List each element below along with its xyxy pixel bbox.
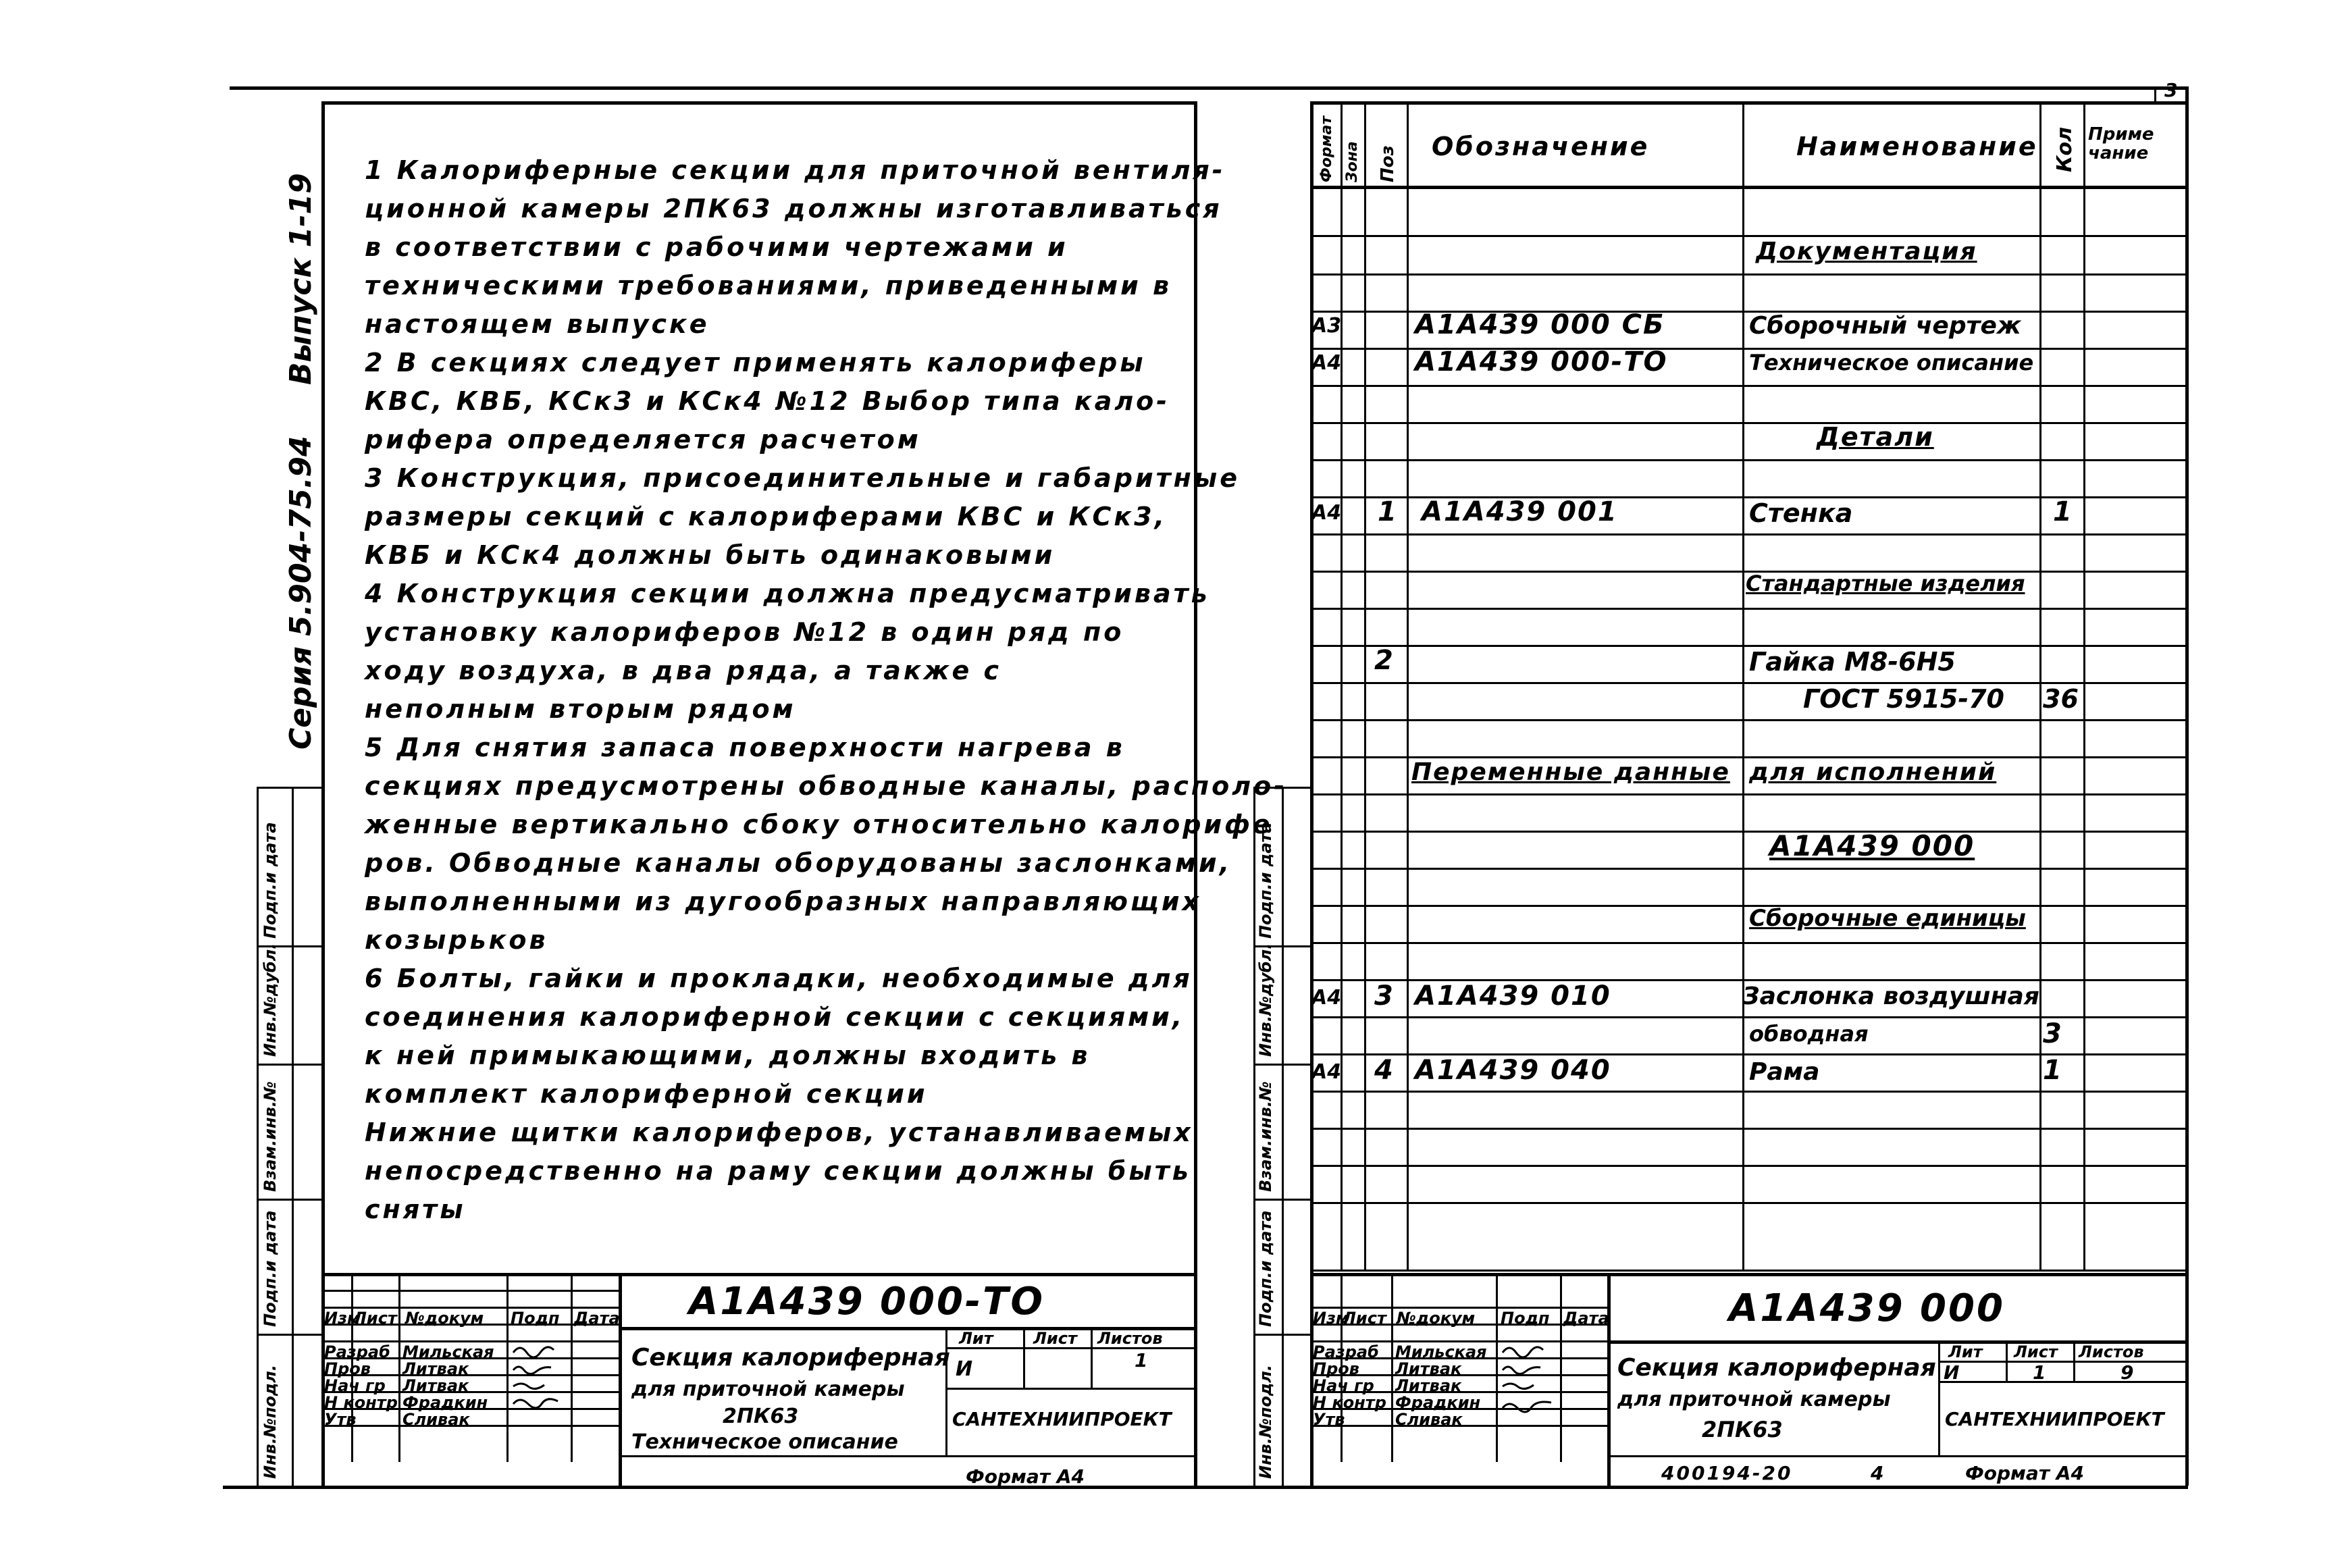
role-prov: Пров — [324, 1359, 371, 1378]
row-name: Сборочный чертеж — [1749, 312, 2021, 340]
name-razrab: Мильская — [402, 1342, 494, 1361]
row-pos: 2 — [1374, 645, 1393, 676]
note-line: 6 Болты, гайки и прокладки, необходимые для — [365, 964, 1193, 993]
signatures — [1499, 1340, 1560, 1425]
right-doc-code: А1А439 000 — [1729, 1286, 2005, 1330]
note-line: ходу воздуха, в два ряда, а также с — [365, 656, 1001, 685]
col-zone: Зона — [1344, 141, 1361, 182]
hdr-date: Дата — [1563, 1309, 1609, 1328]
stamp-replace-inv: Взам.инв.№ — [261, 1081, 280, 1192]
row-name: А1А439 000 — [1769, 829, 1975, 862]
left-title-line: 2ПК63 — [723, 1405, 799, 1428]
note-line: сняты — [365, 1195, 466, 1224]
name-nachgr: Литвак — [1395, 1376, 1462, 1395]
row-format: А4 — [1311, 501, 1342, 525]
right-org: САНТЕХНИИПРОЕКТ — [1945, 1408, 2164, 1430]
right-title-line: Секция калориферная — [1617, 1354, 1936, 1382]
right-format: Формат А4 — [1965, 1462, 2084, 1484]
row-name: Детали — [1817, 422, 1934, 452]
hdr-izm: Изм — [1313, 1309, 1349, 1328]
note-line: непосредственно на раму секции должны быть — [365, 1156, 1191, 1186]
col-format: Формат — [1318, 115, 1335, 182]
name-utv: Сливак — [402, 1410, 470, 1429]
hdr-list: Лист — [1343, 1309, 1386, 1328]
row-qty: 1 — [2053, 496, 2072, 527]
note-line: соединения калориферной секции с секциями, — [365, 1002, 1185, 1032]
row-name: Документация — [1756, 238, 1977, 265]
left-sheets-label: Листов — [1097, 1329, 1163, 1348]
note-line: неполным вторым рядом — [365, 694, 796, 724]
role-nachgr: Нач гр — [324, 1376, 386, 1395]
name-razrab: Мильская — [1395, 1342, 1487, 1361]
stamp-replace-inv: Взам.инв.№ — [1256, 1081, 1275, 1192]
row-format: А4 — [1311, 986, 1342, 1010]
left-doc-code: А1А439 000-ТО — [689, 1280, 1045, 1324]
note-line: 4 Конструкция секции должна предусматривать — [365, 579, 1210, 608]
row-name: обводная — [1749, 1021, 1869, 1047]
col-designation: Обозначение — [1432, 132, 1650, 161]
right-sheets-label: Листов — [2079, 1342, 2144, 1361]
row-qty: 3 — [2043, 1018, 2062, 1049]
hdr-list: Лист — [353, 1309, 397, 1328]
row-name: Сборочные единицы — [1749, 905, 2026, 932]
right-lit-value: И — [1944, 1361, 1960, 1384]
row-format: А3 — [1311, 314, 1342, 338]
row-format: А4 — [1311, 1060, 1342, 1084]
note-line: КВС, КВБ, КСк3 и КСк4 №12 Выбор типа кало- — [365, 386, 1170, 416]
note-line: комплект калориферной секции — [365, 1079, 928, 1109]
col-note: Приме чание — [2088, 124, 2154, 163]
name-utv: Сливак — [1395, 1410, 1463, 1429]
row-pos: 3 — [1374, 981, 1393, 1012]
note-line: 2 В секциях следует применять калориферы — [365, 348, 1146, 377]
left-org: САНТЕХНИИПРОЕКТ — [952, 1408, 1172, 1430]
note-line: Нижние щитки калориферов, устанавливаемых — [365, 1118, 1193, 1147]
note-line: 5 Для снятия запаса поверхности нагрева в — [365, 733, 1125, 762]
row-pos: 4 — [1374, 1055, 1393, 1086]
row-code: А1А439 010 — [1415, 981, 1611, 1012]
signatures — [510, 1340, 571, 1425]
left-lit-value: И — [956, 1357, 973, 1381]
role-prov: Пров — [1313, 1359, 1359, 1378]
row-name: Техническое описание — [1749, 350, 2034, 375]
row-code: А1А439 000-ТО — [1415, 346, 1668, 377]
issue-text: Выпуск 1-19 — [284, 173, 318, 385]
note-line: КВБ и КСк4 должны быть одинаковыми — [365, 540, 1056, 570]
note-line: в соответствии с рабочими чертежами и — [365, 232, 1068, 262]
name-prov: Литвак — [1395, 1359, 1462, 1378]
left-title-line: Секция калориферная — [631, 1344, 950, 1371]
role-razrab: Разраб — [1313, 1342, 1379, 1361]
right-sheet-label: Лист — [2014, 1342, 2058, 1361]
row-qty: 36 — [2043, 684, 2079, 714]
right-sheet-value: 1 — [2033, 1361, 2046, 1384]
row-name: для исполнений — [1749, 758, 1997, 786]
row-format: А4 — [1311, 351, 1342, 375]
col-qty: Кол — [2053, 126, 2077, 172]
role-nkontr: Н контр — [1313, 1393, 1386, 1412]
row-code: А1А439 000 СБ — [1415, 309, 1665, 340]
note-line: 1 Калориферные секции для приточной вентиля- — [365, 155, 1226, 185]
hdr-date: Дата — [574, 1309, 620, 1328]
stamp-inv-dupl: Инв.№дубл. — [261, 943, 280, 1057]
hdr-docnum: №докум — [405, 1309, 484, 1328]
hdr-sign: Подп — [511, 1309, 560, 1328]
note-line: 3 Конструкция, присоединительные и габаритные — [365, 463, 1240, 493]
left-sheet-label: Лист — [1033, 1329, 1077, 1348]
row-name: Заслонка воздушная — [1742, 983, 2039, 1010]
role-utv: Утв — [1313, 1410, 1345, 1429]
col-pos: Поз — [1378, 145, 1398, 182]
stamp-sign-date-1: Подп.и дата — [1256, 822, 1275, 939]
note-line: установку калориферов №12 в один ряд по — [365, 617, 1124, 647]
left-sheets-value: 1 — [1135, 1349, 1148, 1371]
hdr-docnum: №докум — [1397, 1309, 1476, 1328]
note-line: выполненными из дугообразных направляющих — [365, 887, 1202, 916]
hdr-izm: Изм — [324, 1309, 361, 1328]
series-text: Серия 5.904-75.94 — [284, 436, 318, 750]
note-line: секциях предусмотрены обводные каналы, располо- — [365, 771, 1287, 801]
stamp-sign-date-2: Подп.и дата — [261, 1210, 280, 1327]
name-nkontr: Фрадкин — [402, 1393, 488, 1412]
name-nachgr: Литвак — [402, 1376, 469, 1395]
stamp-sign-date-2: Подп.и дата — [1256, 1210, 1275, 1327]
row-code: Переменные данные — [1411, 758, 1730, 786]
left-title-line: Техническое описание — [631, 1430, 898, 1454]
inventory-number: 400194-20 — [1661, 1462, 1793, 1484]
name-prov: Литвак — [402, 1359, 469, 1378]
col-name: Наименование — [1796, 132, 2038, 161]
stamp-inv-orig: Инв.№подл. — [261, 1365, 280, 1479]
right-title-line: 2ПК63 — [1702, 1417, 1783, 1442]
note-line: техническими требованиями, приведенными в — [365, 271, 1172, 300]
row-name: Гайка М8-6Н5 — [1749, 647, 1956, 677]
role-nkontr: Н контр — [324, 1393, 398, 1412]
row-qty: 1 — [2043, 1055, 2062, 1086]
right-title-line: для приточной камеры — [1617, 1388, 1891, 1411]
note-line: рифера определяется расчетом — [365, 425, 921, 454]
note-line: настоящем выпуске — [365, 309, 710, 339]
role-nachgr: Нач гр — [1313, 1376, 1374, 1395]
row-name: Стандартные изделия — [1746, 571, 2025, 596]
note-line: ционной камеры 2ПК63 должны изготавливаться — [365, 194, 1222, 224]
row-name: Стенка — [1749, 498, 1853, 528]
page-number: 3 — [2164, 79, 2178, 101]
left-format: Формат А4 — [966, 1465, 1085, 1488]
copy-number: 4 — [1871, 1462, 1884, 1484]
row-code: А1А439 040 — [1415, 1055, 1611, 1086]
role-razrab: Разраб — [324, 1342, 390, 1361]
role-utv: Утв — [324, 1410, 357, 1429]
stamp-inv-dupl: Инв.№дубл. — [1256, 943, 1275, 1057]
left-lit-label: Лит — [959, 1329, 993, 1348]
stamp-sign-date-1: Подп.и дата — [261, 822, 280, 939]
note-line: женные вертикально сбоку относительно калорифе — [365, 810, 1273, 839]
row-pos: 1 — [1378, 496, 1397, 527]
name-nkontr: Фрадкин — [1395, 1393, 1481, 1412]
right-sheets-value: 9 — [2120, 1361, 2134, 1384]
right-lit-label: Лит — [1948, 1342, 1983, 1361]
note-line: ров. Обводные каналы оборудованы заслонками, — [365, 848, 1232, 878]
note-line: размеры секций с калориферами КВС и КСк3, — [365, 502, 1168, 531]
left-title-line: для приточной камеры — [631, 1378, 905, 1401]
hdr-sign: Подп — [1501, 1309, 1550, 1328]
row-code: А1А439 001 — [1422, 496, 1618, 527]
row-name: Рама — [1749, 1058, 1820, 1086]
note-line: к ней примыкающими, должны входить в — [365, 1041, 1091, 1070]
note-line: козырьков — [365, 925, 548, 955]
stamp-inv-orig: Инв.№подл. — [1256, 1365, 1275, 1479]
row-name: ГОСТ 5915-70 — [1803, 684, 2004, 714]
